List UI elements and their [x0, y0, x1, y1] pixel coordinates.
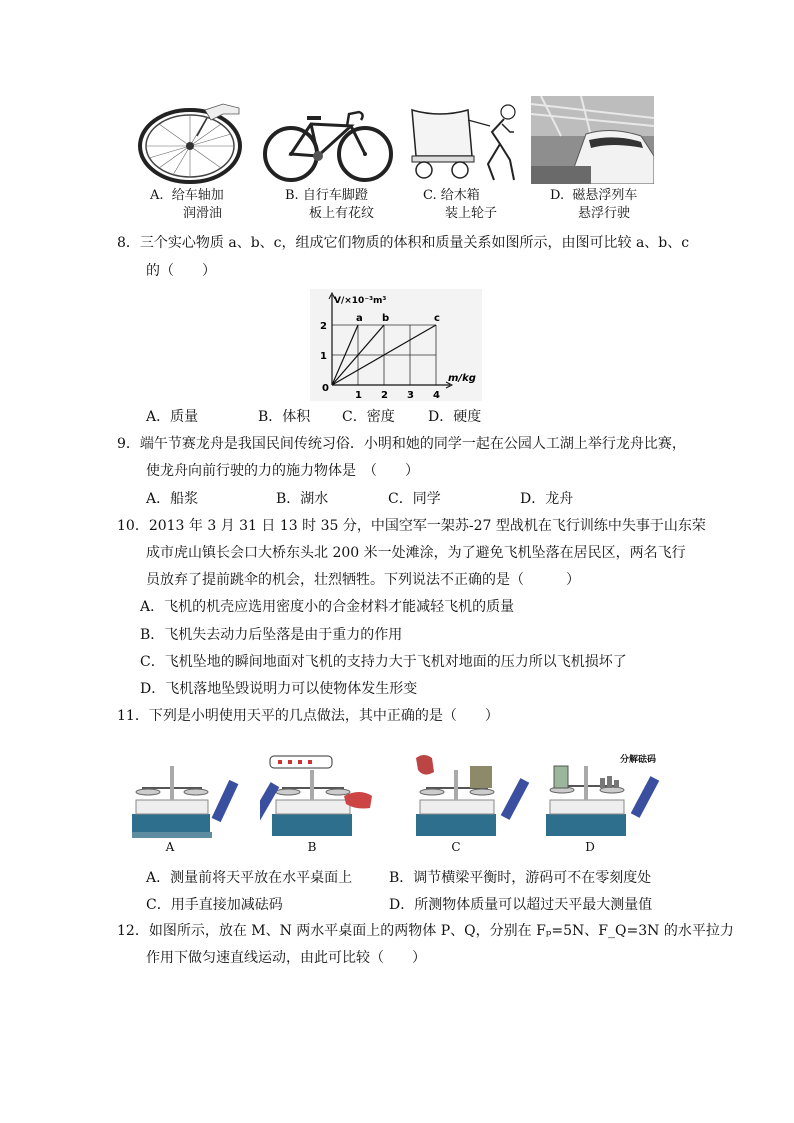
chart-xlabel: m/kg	[448, 373, 476, 384]
q11-fig-label-c: C	[451, 840, 461, 854]
q10-stem-line1: 10．2013 年 3 月 31 日 13 时 35 分，中国空军一架苏-27 型战机在飞行训练中失事于山东荣	[117, 518, 706, 534]
q12-stem-line1: 12．如图所示，放在 M、N 两水平桌面上的两物体 P、Q，分别在 Fₚ=5N、F_Q=3N 的水平拉力	[117, 923, 734, 939]
q11-option-a[interactable]: A．测量前将天平放在水平桌面上	[146, 870, 353, 886]
q8-option-a[interactable]: A．质量	[146, 409, 199, 425]
chart-series-label-b: b	[382, 313, 390, 324]
q11-fig-label-a: A	[165, 840, 175, 854]
q10-option-b[interactable]: B．飞机失去动力后坠落是由于重力的作用	[140, 627, 403, 643]
balance-image-c	[410, 752, 540, 842]
q11-fig-label-d: D	[585, 840, 595, 854]
q11-balance-figures	[120, 752, 680, 860]
chart-ylabel: V/×10⁻³m³	[334, 296, 387, 306]
q8-option-d[interactable]: D．硬度	[428, 409, 482, 425]
chart-y-tick: 1	[320, 351, 327, 362]
q9-option-c[interactable]: C．同学	[388, 491, 441, 507]
chart-origin: 0	[322, 383, 329, 394]
q11-option-b[interactable]: B．调节横梁平衡时，游码可不在零刻度处	[389, 870, 652, 886]
q11-fig-label-b: B	[307, 840, 317, 854]
q8-stem-line1: 8．三个实心物质 a、b、c，组成它们物质的体积和质量关系如图所示，由图可比较 a、b、c	[117, 235, 690, 251]
q9-option-b[interactable]: B．湖水	[276, 491, 329, 507]
bicycle-wheel-image	[135, 100, 247, 186]
q8-option-c[interactable]: C．密度	[342, 409, 395, 425]
balance-image-d	[540, 756, 670, 842]
q8-stem-line2: 的（ ）	[146, 263, 216, 279]
q8-option-b[interactable]: B．体积	[258, 409, 311, 425]
chart-x-tick: 2	[381, 390, 388, 401]
volume-mass-chart	[310, 289, 482, 401]
q10-option-c[interactable]: C．飞机坠地的瞬间地面对飞机的支持力大于飞机对地面的压力所以飞机损坏了	[140, 654, 627, 670]
chart-x-tick: 4	[433, 390, 440, 401]
q11-stem-line1: 11．下列是小明使用天平的几点做法，其中正确的是（ ）	[117, 708, 499, 724]
q7-caption-d: D. 磁悬浮列车 悬浮行驶	[550, 188, 638, 221]
chart-y-tick: 2	[320, 321, 327, 332]
maglev-train-image	[531, 96, 654, 184]
balance-image-b	[260, 752, 390, 842]
chart-series-label-c: c	[434, 313, 440, 324]
q7-caption-c: C. 给木箱 装上轮子	[423, 188, 498, 221]
q9-stem-line1: 9．端午节赛龙舟是我国民间传统习俗．小明和她的同学一起在公园人工湖上举行龙舟比赛，	[117, 436, 686, 452]
q7-figure-row	[130, 92, 670, 227]
q9-option-d[interactable]: D．龙舟	[520, 491, 574, 507]
q11-fig-d-note: 分解砝码	[620, 755, 657, 765]
q7-caption-b: B. 自行车脚蹬 板上有花纹	[285, 188, 375, 221]
q10-option-d[interactable]: D．飞机落地坠毁说明力可以使物体发生形变	[140, 681, 418, 697]
chart-series-label-a: a	[356, 313, 363, 324]
chart-x-tick: 3	[407, 390, 414, 401]
q12-stem-line2: 作用下做匀速直线运动，由此可比较（ ）	[146, 950, 426, 966]
q10-stem-line3: 员放弃了提前跳伞的机会，壮烈牺牲。下列说法不正确的是（ ）	[146, 572, 580, 588]
chart-x-tick: 1	[355, 390, 362, 401]
q11-option-c[interactable]: C．用手直接加减砝码	[146, 897, 283, 913]
wooden-cart-image	[410, 104, 522, 184]
q7-caption-a: A. 给车轴加 润滑油	[150, 188, 224, 221]
q10-stem-line2: 成市虎山镇长会口大桥东头北 200 米一处滩涂，为了避免飞机坠落在居民区，两名飞行	[146, 545, 686, 561]
q11-option-d[interactable]: D．所测物体质量可以超过天平最大测量值	[389, 897, 653, 913]
q9-stem-line2: 使龙舟向前行驶的力的施力物体是 （ ）	[146, 463, 419, 479]
q10-option-a[interactable]: A．飞机的机壳应选用密度小的合金材料才能减轻飞机的质量	[140, 599, 515, 615]
balance-image-a	[128, 760, 248, 842]
bicycle-image	[263, 100, 393, 186]
q9-option-a[interactable]: A．船浆	[146, 491, 199, 507]
